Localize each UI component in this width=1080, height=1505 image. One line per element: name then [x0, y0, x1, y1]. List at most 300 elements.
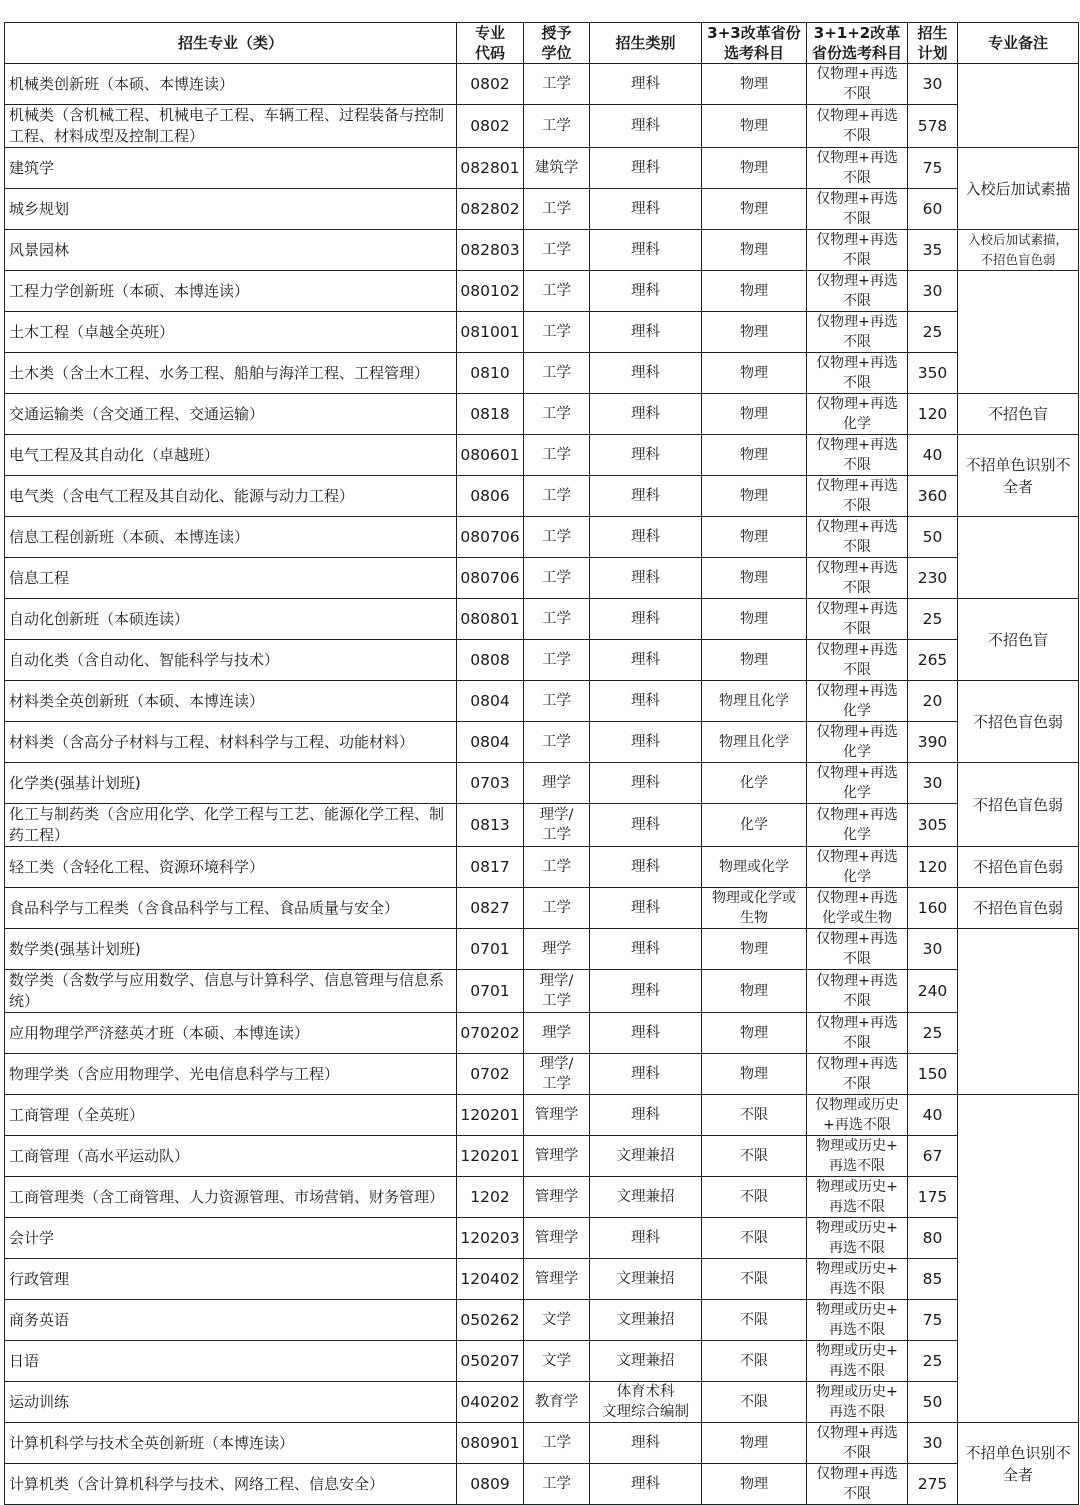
- degree: 工学: [524, 640, 590, 681]
- enrollment-plan: 578: [908, 105, 958, 148]
- header-note: 专业备注: [958, 23, 1079, 64]
- table-row: [5, 847, 1079, 888]
- enrollment-plan: 160: [908, 888, 958, 929]
- major-note: 不招色盲: [958, 599, 1079, 681]
- table-row: [5, 189, 1079, 230]
- degree: 管理学: [524, 1095, 590, 1136]
- admission-type: 理科: [590, 148, 702, 189]
- major-code: 120201: [457, 1095, 524, 1136]
- admission-type: 理科: [590, 1054, 702, 1095]
- subjects-3-3: 物理: [702, 312, 807, 353]
- admission-type: 理科: [590, 435, 702, 476]
- degree: 管理学: [524, 1259, 590, 1300]
- subjects-3-1-2: 物理或历史+ 再选不限: [807, 1259, 908, 1300]
- table-row: [5, 970, 1079, 1013]
- subjects-3-3: 物理: [702, 599, 807, 640]
- table-row: [5, 271, 1079, 312]
- major-note: 不招单色识别不 全者: [958, 1423, 1079, 1505]
- admission-type: 理科: [590, 1013, 702, 1054]
- major-name: 材料类（含高分子材料与工程、材料科学与工程、功能材料）: [5, 722, 457, 763]
- table-row: [5, 681, 1079, 722]
- degree: 理学/ 工学: [524, 1054, 590, 1095]
- subjects-3-1-2: 物理或历史+ 再选不限: [807, 1300, 908, 1341]
- subjects-3-1-2: 仅物理+再选 不限: [807, 105, 908, 148]
- admission-type: 理科: [590, 230, 702, 271]
- major-name: 物理学类（含应用物理学、光电信息科学与工程）: [5, 1054, 457, 1095]
- major-name: 信息工程: [5, 558, 457, 599]
- degree: 工学: [524, 558, 590, 599]
- major-code: 120201: [457, 1136, 524, 1177]
- major-name: 城乡规划: [5, 189, 457, 230]
- table-row: [5, 929, 1079, 970]
- subjects-3-1-2: 仅物理+再选 化学: [807, 847, 908, 888]
- admission-type: 理科: [590, 558, 702, 599]
- major-code: 050262: [457, 1300, 524, 1341]
- subjects-3-3: 物理: [702, 271, 807, 312]
- subjects-3-1-2: 仅物理+再选 不限: [807, 230, 908, 271]
- degree: 工学: [524, 394, 590, 435]
- table-row: [5, 476, 1079, 517]
- table-row: [5, 435, 1079, 476]
- major-note: 不招单色识别不 全者: [958, 435, 1079, 517]
- major-name: 计算机科学与技术全英创新班（本博连读）: [5, 1423, 457, 1464]
- subjects-3-1-2: 物理或历史+ 再选不限: [807, 1218, 908, 1259]
- degree: 文学: [524, 1300, 590, 1341]
- subjects-3-3: 不限: [702, 1136, 807, 1177]
- enrollment-plan: 50: [908, 1382, 958, 1423]
- degree: 管理学: [524, 1177, 590, 1218]
- subjects-3-3: 物理: [702, 640, 807, 681]
- major-code: 080706: [457, 558, 524, 599]
- major-note: 不招色盲色弱: [958, 763, 1079, 847]
- major-code: 0701: [457, 970, 524, 1013]
- major-name: 计算机类（含计算机科学与技术、网络工程、信息安全）: [5, 1464, 457, 1505]
- subjects-3-3: 不限: [702, 1341, 807, 1382]
- subjects-3-3: 物理且化学: [702, 681, 807, 722]
- subjects-3-1-2: 仅物理+再选 不限: [807, 435, 908, 476]
- table-row: [5, 1341, 1079, 1382]
- subjects-3-3: 物理: [702, 148, 807, 189]
- subjects-3-1-2: 仅物理或历史 +再选不限: [807, 1095, 908, 1136]
- major-name: 运动训练: [5, 1382, 457, 1423]
- enrollment-plan: 75: [908, 1300, 958, 1341]
- subjects-3-1-2: 仅物理+再选 不限: [807, 1423, 908, 1464]
- enrollment-plan: 40: [908, 435, 958, 476]
- major-name: 信息工程创新班（本硕、本博连读）: [5, 517, 457, 558]
- major-code: 0827: [457, 888, 524, 929]
- degree: 理学/ 工学: [524, 970, 590, 1013]
- header-subjects-3-3: 3+3改革省份 选考科目: [702, 23, 807, 64]
- subjects-3-1-2: 仅物理+再选 不限: [807, 312, 908, 353]
- subjects-3-1-2: 仅物理+再选 化学: [807, 722, 908, 763]
- major-code: 0804: [457, 722, 524, 763]
- major-code: 120203: [457, 1218, 524, 1259]
- degree: 理学/ 工学: [524, 804, 590, 847]
- admission-type: 文理兼招: [590, 1259, 702, 1300]
- major-code: 0809: [457, 1464, 524, 1505]
- subjects-3-3: 物理: [702, 394, 807, 435]
- major-code: 0817: [457, 847, 524, 888]
- admission-type: 理科: [590, 312, 702, 353]
- subjects-3-3: 化学: [702, 763, 807, 804]
- header-degree: 授予 学位: [524, 23, 590, 64]
- major-code: 080801: [457, 599, 524, 640]
- subjects-3-1-2: 仅物理+再选 不限: [807, 189, 908, 230]
- admission-type: 理科: [590, 888, 702, 929]
- degree: 工学: [524, 189, 590, 230]
- subjects-3-3: 物理: [702, 476, 807, 517]
- major-code: 0818: [457, 394, 524, 435]
- enrollment-plan: 25: [908, 599, 958, 640]
- admission-type: 理科: [590, 1095, 702, 1136]
- table-row: [5, 558, 1079, 599]
- degree: 工学: [524, 517, 590, 558]
- subjects-3-1-2: 仅物理+再选 不限: [807, 558, 908, 599]
- major-name: 建筑学: [5, 148, 457, 189]
- table-row: [5, 640, 1079, 681]
- enrollment-plan: 25: [908, 1341, 958, 1382]
- degree: 工学: [524, 888, 590, 929]
- admission-type: 理科: [590, 476, 702, 517]
- subjects-3-3: 物理: [702, 230, 807, 271]
- enrollment-plan: 120: [908, 394, 958, 435]
- subjects-3-3: 物理或化学: [702, 847, 807, 888]
- admission-type: 文理兼招: [590, 1341, 702, 1382]
- subjects-3-3: 不限: [702, 1382, 807, 1423]
- table-row: [5, 353, 1079, 394]
- major-name: 土木类（含土木工程、水务工程、船舶与海洋工程、工程管理）: [5, 353, 457, 394]
- major-code: 120402: [457, 1259, 524, 1300]
- admission-type: 理科: [590, 105, 702, 148]
- degree: 工学: [524, 230, 590, 271]
- subjects-3-3: 物理: [702, 929, 807, 970]
- subjects-3-3: 物理: [702, 189, 807, 230]
- table-row: [5, 148, 1079, 189]
- table-row: [5, 1464, 1079, 1505]
- subjects-3-3: 物理: [702, 353, 807, 394]
- subjects-3-1-2: 仅物理+再选 不限: [807, 1013, 908, 1054]
- degree: 工学: [524, 271, 590, 312]
- table-row: [5, 1054, 1079, 1095]
- table-body: [5, 64, 1079, 1505]
- major-name: 食品科学与工程类（含食品科学与工程、食品质量与安全）: [5, 888, 457, 929]
- table-row: [5, 1300, 1079, 1341]
- major-code: 080102: [457, 271, 524, 312]
- major-name: 交通运输类（含交通工程、交通运输）: [5, 394, 457, 435]
- subjects-3-3: 不限: [702, 1259, 807, 1300]
- major-note: 不招色盲色弱: [958, 888, 1079, 929]
- table-row: [5, 1013, 1079, 1054]
- major-note: [958, 64, 1079, 148]
- table-row: [5, 1423, 1079, 1464]
- enrollment-plan: 360: [908, 476, 958, 517]
- major-note: [958, 517, 1079, 599]
- major-name: 材料类全英创新班（本硕、本博连读）: [5, 681, 457, 722]
- table-row: [5, 1382, 1079, 1423]
- subjects-3-1-2: 物理或历史+ 再选不限: [807, 1341, 908, 1382]
- enrollment-plan: 350: [908, 353, 958, 394]
- subjects-3-1-2: 仅物理+再选 不限: [807, 353, 908, 394]
- major-name: 数学类(强基计划班): [5, 929, 457, 970]
- degree: 工学: [524, 353, 590, 394]
- table-header: [5, 23, 1079, 64]
- subjects-3-3: 物理且化学: [702, 722, 807, 763]
- major-code: 0808: [457, 640, 524, 681]
- major-name: 化工与制药类（含应用化学、化学工程与工艺、能源化学工程、制药工程）: [5, 804, 457, 847]
- subjects-3-3: 物理: [702, 435, 807, 476]
- major-name: 自动化类（含自动化、智能科学与技术）: [5, 640, 457, 681]
- degree: 理学: [524, 1013, 590, 1054]
- admission-type: 理科: [590, 64, 702, 105]
- subjects-3-1-2: 仅物理+再选 化学: [807, 804, 908, 847]
- major-name: 应用物理学严济慈英才班（本硕、本博连读）: [5, 1013, 457, 1054]
- degree: 工学: [524, 105, 590, 148]
- subjects-3-1-2: 物理或历史+ 再选不限: [807, 1136, 908, 1177]
- major-name: 行政管理: [5, 1259, 457, 1300]
- enrollment-plan: 80: [908, 1218, 958, 1259]
- subjects-3-1-2: 仅物理+再选 不限: [807, 640, 908, 681]
- degree: 文学: [524, 1341, 590, 1382]
- table-row: [5, 517, 1079, 558]
- admission-type: 理科: [590, 599, 702, 640]
- subjects-3-3: 物理: [702, 558, 807, 599]
- major-name: 会计学: [5, 1218, 457, 1259]
- table-row: [5, 804, 1079, 847]
- admission-type: 理科: [590, 353, 702, 394]
- enrollment-plan: 240: [908, 970, 958, 1013]
- major-note: [958, 271, 1079, 394]
- subjects-3-1-2: 仅物理+再选 化学: [807, 394, 908, 435]
- major-code: 0802: [457, 105, 524, 148]
- admission-type: 理科: [590, 189, 702, 230]
- major-code: 070202: [457, 1013, 524, 1054]
- admission-type: 文理兼招: [590, 1177, 702, 1218]
- header-subjects-3-1-2: 3+1+2改革 省份选考科目: [807, 23, 908, 64]
- subjects-3-3: 物理: [702, 1013, 807, 1054]
- enrollment-plan: 35: [908, 230, 958, 271]
- degree: 工学: [524, 681, 590, 722]
- major-name: 机械类创新班（本硕、本博连读）: [5, 64, 457, 105]
- subjects-3-3: 物理: [702, 1464, 807, 1505]
- admission-type: 体育术科 文理综合编制: [590, 1382, 702, 1423]
- admission-type: 理科: [590, 847, 702, 888]
- subjects-3-1-2: 物理或历史+ 再选不限: [807, 1177, 908, 1218]
- enrollment-plan: 30: [908, 1423, 958, 1464]
- subjects-3-3: 化学: [702, 804, 807, 847]
- degree: 工学: [524, 847, 590, 888]
- subjects-3-3: 物理: [702, 105, 807, 148]
- major-name: 商务英语: [5, 1300, 457, 1341]
- degree: 建筑学: [524, 148, 590, 189]
- major-name: 电气工程及其自动化（卓越班）: [5, 435, 457, 476]
- subjects-3-3: 物理或化学或 生物: [702, 888, 807, 929]
- major-code: 0702: [457, 1054, 524, 1095]
- table-row: [5, 722, 1079, 763]
- table-row: [5, 1095, 1079, 1136]
- major-name: 电气类（含电气工程及其自动化、能源与动力工程）: [5, 476, 457, 517]
- admission-type: 理科: [590, 804, 702, 847]
- admission-type: 理科: [590, 1423, 702, 1464]
- major-code: 080601: [457, 435, 524, 476]
- major-name: 风景园林: [5, 230, 457, 271]
- major-code: 050207: [457, 1341, 524, 1382]
- subjects-3-1-2: 仅物理+再选 不限: [807, 476, 908, 517]
- admission-type: 理科: [590, 1218, 702, 1259]
- enrollment-plan: 85: [908, 1259, 958, 1300]
- enrollment-plan: 230: [908, 558, 958, 599]
- major-code: 080706: [457, 517, 524, 558]
- table-row: [5, 64, 1079, 105]
- enrollment-plan: 25: [908, 1013, 958, 1054]
- table-row: [5, 1259, 1079, 1300]
- subjects-3-1-2: 仅物理+再选 不限: [807, 148, 908, 189]
- table-row: [5, 1136, 1079, 1177]
- admission-type: 理科: [590, 1464, 702, 1505]
- major-name: 机械类（含机械工程、机械电子工程、车辆工程、过程装备与控制工程、材料成型及控制工程）: [5, 105, 457, 148]
- major-note: 不招色盲色弱: [958, 681, 1079, 763]
- major-name: 轻工类（含轻化工程、资源环境科学）: [5, 847, 457, 888]
- table-row: [5, 230, 1079, 271]
- degree: 管理学: [524, 1218, 590, 1259]
- subjects-3-3: 物理: [702, 970, 807, 1013]
- degree: 工学: [524, 64, 590, 105]
- major-name: 日语: [5, 1341, 457, 1382]
- enrollment-plan: 265: [908, 640, 958, 681]
- degree: 工学: [524, 1464, 590, 1505]
- major-code: 0701: [457, 929, 524, 970]
- enrollment-plan: 75: [908, 148, 958, 189]
- subjects-3-3: 不限: [702, 1095, 807, 1136]
- major-code: 082803: [457, 230, 524, 271]
- enrollment-plan: 50: [908, 517, 958, 558]
- major-code: 0804: [457, 681, 524, 722]
- enrollment-plan: 150: [908, 1054, 958, 1095]
- major-code: 0810: [457, 353, 524, 394]
- subjects-3-3: 不限: [702, 1218, 807, 1259]
- subjects-3-1-2: 仅物理+再选 不限: [807, 271, 908, 312]
- major-note: 不招色盲: [958, 394, 1079, 435]
- admission-type: 文理兼招: [590, 1300, 702, 1341]
- admission-type: 理科: [590, 271, 702, 312]
- admission-type: 理科: [590, 394, 702, 435]
- header-type: 招生类别: [590, 23, 702, 64]
- subjects-3-1-2: 仅物理+再选 不限: [807, 1464, 908, 1505]
- subjects-3-1-2: 仅物理+再选 不限: [807, 517, 908, 558]
- major-code: 0813: [457, 804, 524, 847]
- major-name: 工商管理（高水平运动队）: [5, 1136, 457, 1177]
- major-name: 工程力学创新班（本硕、本博连读）: [5, 271, 457, 312]
- enrollment-plan: 175: [908, 1177, 958, 1218]
- admission-type: 理科: [590, 763, 702, 804]
- table-row: [5, 1218, 1079, 1259]
- admission-type: 理科: [590, 929, 702, 970]
- enrollment-plan: 30: [908, 929, 958, 970]
- enrollment-plan: 30: [908, 64, 958, 105]
- enrollment-plan: 275: [908, 1464, 958, 1505]
- subjects-3-1-2: 仅物理+再选 不限: [807, 1054, 908, 1095]
- enrollment-plan: 20: [908, 681, 958, 722]
- enrollment-plan: 30: [908, 271, 958, 312]
- degree: 工学: [524, 722, 590, 763]
- degree: 工学: [524, 312, 590, 353]
- table-row: [5, 1177, 1079, 1218]
- major-code: 1202: [457, 1177, 524, 1218]
- enrollment-plan: 305: [908, 804, 958, 847]
- major-name: 工商管理类（含工商管理、人力资源管理、市场营销、财务管理）: [5, 1177, 457, 1218]
- major-note: 入校后加试素描， 不招色盲色弱: [958, 230, 1079, 271]
- degree: 管理学: [524, 1136, 590, 1177]
- subjects-3-1-2: 仅物理+再选 化学: [807, 763, 908, 804]
- subjects-3-3: 物理: [702, 1423, 807, 1464]
- major-note: 入校后加试素描: [958, 148, 1079, 230]
- admission-type: 理科: [590, 722, 702, 763]
- enrollment-plan: 390: [908, 722, 958, 763]
- major-name: 工商管理（全英班）: [5, 1095, 457, 1136]
- subjects-3-3: 不限: [702, 1300, 807, 1341]
- enrollment-plan: 120: [908, 847, 958, 888]
- major-note: [958, 1095, 1079, 1423]
- enrollment-plan: 60: [908, 189, 958, 230]
- subjects-3-3: 不限: [702, 1177, 807, 1218]
- subjects-3-1-2: 仅物理+再选 不限: [807, 599, 908, 640]
- major-code: 081001: [457, 312, 524, 353]
- major-code: 0703: [457, 763, 524, 804]
- major-code: 082801: [457, 148, 524, 189]
- subjects-3-1-2: 仅物理+再选 不限: [807, 929, 908, 970]
- major-note: [958, 929, 1079, 1095]
- major-name: 自动化创新班（本硕连读）: [5, 599, 457, 640]
- degree: 工学: [524, 1423, 590, 1464]
- enrollment-plan: 67: [908, 1136, 958, 1177]
- admission-type: 理科: [590, 970, 702, 1013]
- table-row: [5, 763, 1079, 804]
- subjects-3-1-2: 仅物理+再选 化学: [807, 681, 908, 722]
- table-row: [5, 888, 1079, 929]
- enrollment-plan: 40: [908, 1095, 958, 1136]
- degree: 理学: [524, 929, 590, 970]
- header-code: 专业 代码: [457, 23, 524, 64]
- enrollment-plan: 25: [908, 312, 958, 353]
- header-row: [5, 23, 1079, 64]
- degree: 工学: [524, 476, 590, 517]
- major-code: 0802: [457, 64, 524, 105]
- admission-type: 文理兼招: [590, 1136, 702, 1177]
- subjects-3-3: 物理: [702, 517, 807, 558]
- table-row: [5, 394, 1079, 435]
- degree: 理学: [524, 763, 590, 804]
- degree: 教育学: [524, 1382, 590, 1423]
- admission-type: 理科: [590, 681, 702, 722]
- degree: 工学: [524, 435, 590, 476]
- major-code: 080901: [457, 1423, 524, 1464]
- major-code: 040202: [457, 1382, 524, 1423]
- enrollment-plan: 30: [908, 763, 958, 804]
- subjects-3-1-2: 仅物理+再选 不限: [807, 64, 908, 105]
- header-plan: 招生 计划: [908, 23, 958, 64]
- table-row: [5, 599, 1079, 640]
- major-code: 0806: [457, 476, 524, 517]
- subjects-3-3: 物理: [702, 1054, 807, 1095]
- subjects-3-1-2: 仅物理+再选 化学或生物: [807, 888, 908, 929]
- major-name: 土木工程（卓越全英班）: [5, 312, 457, 353]
- admission-type: 理科: [590, 517, 702, 558]
- admission-type: 理科: [590, 640, 702, 681]
- header-major: 招生专业（类）: [5, 23, 457, 64]
- major-name: 数学类（含数学与应用数学、信息与计算科学、信息管理与信息系统）: [5, 970, 457, 1013]
- table-row: [5, 312, 1079, 353]
- major-name: 化学类(强基计划班): [5, 763, 457, 804]
- degree: 工学: [524, 599, 590, 640]
